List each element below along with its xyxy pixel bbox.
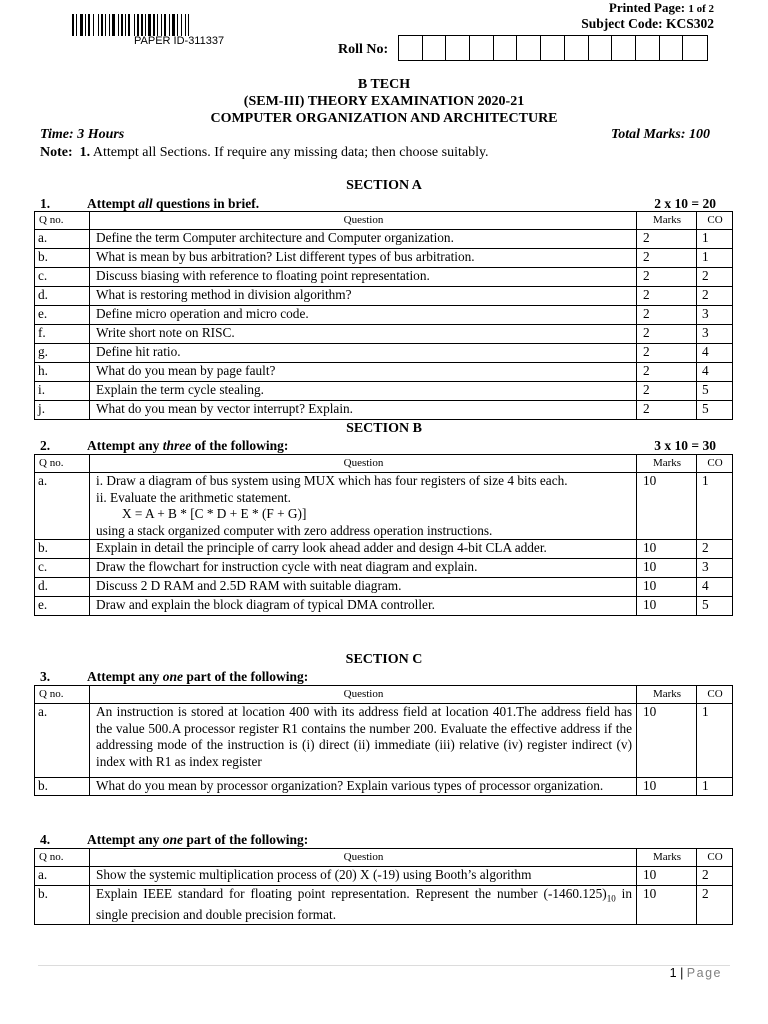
table-row bbox=[35, 886, 733, 925]
instruction-text: Attempt bbox=[87, 196, 139, 211]
roll-no-digit-box[interactable] bbox=[660, 36, 684, 60]
col-question-header: Question bbox=[90, 455, 637, 473]
instruction-emphasis: all bbox=[138, 196, 153, 211]
barcode-bar bbox=[72, 14, 74, 36]
question-cell: Write short note on RISC. bbox=[90, 325, 637, 344]
question-cell: Discuss 2 D RAM and 2.5D RAM with suitable diagram. bbox=[90, 578, 637, 597]
marks-cell: 10 bbox=[637, 559, 697, 578]
table-row bbox=[35, 287, 733, 306]
instruction-text: of the following: bbox=[191, 438, 289, 453]
question-text: in single precision and double precision format. bbox=[96, 886, 632, 923]
table-row bbox=[35, 867, 733, 886]
question-number: 4. bbox=[40, 832, 51, 847]
col-co-header: CO bbox=[697, 686, 733, 704]
barcode-bar bbox=[169, 14, 170, 36]
subscript-base: 10 bbox=[606, 893, 616, 904]
section-c-title: SECTION C bbox=[345, 652, 423, 667]
question-cell: Draw the flowchart for instruction cycle with neat diagram and explain. bbox=[90, 559, 637, 578]
question-cell: Define micro operation and micro code. bbox=[90, 306, 637, 325]
table-row bbox=[35, 306, 733, 325]
barcode-bar bbox=[145, 14, 146, 36]
marks-cell: 2 bbox=[637, 230, 697, 249]
barcode-bar bbox=[98, 14, 99, 36]
question-4-heading bbox=[40, 832, 308, 848]
question-cell: What do you mean by page fault? bbox=[90, 363, 637, 382]
barcode-bar bbox=[172, 14, 175, 36]
qno-cell: d. bbox=[35, 578, 90, 597]
barcode-bar bbox=[128, 14, 130, 36]
question-number: 1. bbox=[40, 196, 51, 211]
col-qno-header: Q no. bbox=[35, 849, 90, 867]
qno-cell: g. bbox=[35, 344, 90, 363]
table-row bbox=[35, 778, 733, 796]
col-co-header: CO bbox=[697, 849, 733, 867]
table-row bbox=[35, 382, 733, 401]
qno-cell: a. bbox=[35, 473, 90, 540]
co-cell: 1 bbox=[697, 704, 733, 778]
qno-cell: i. bbox=[35, 382, 90, 401]
roll-no-digit-box[interactable] bbox=[565, 36, 589, 60]
table-row bbox=[35, 325, 733, 344]
roll-no-digit-box[interactable] bbox=[517, 36, 541, 60]
roll-no-label: Roll No: bbox=[338, 42, 389, 57]
roll-no-digit-box[interactable] bbox=[589, 36, 613, 60]
barcode-bar bbox=[134, 14, 135, 36]
table-row bbox=[35, 363, 733, 382]
co-cell: 2 bbox=[697, 886, 733, 925]
co-cell: 4 bbox=[697, 578, 733, 597]
barcode-bar bbox=[93, 14, 94, 36]
roll-no-digit-box[interactable] bbox=[683, 36, 707, 60]
question-continuation: using a stack organized computer with zero address operation instructions. bbox=[96, 522, 493, 538]
co-cell: 1 bbox=[697, 230, 733, 249]
question-cell: Draw and explain the block diagram of typical DMA controller. bbox=[90, 597, 637, 616]
barcode-bar bbox=[164, 14, 166, 36]
co-cell: 3 bbox=[697, 325, 733, 344]
qno-cell: h. bbox=[35, 363, 90, 382]
barcode-bar bbox=[88, 14, 90, 36]
page-word: Page bbox=[686, 966, 722, 980]
qno-cell: a. bbox=[35, 867, 90, 886]
co-cell: 1 bbox=[697, 249, 733, 268]
qno-cell: c. bbox=[35, 559, 90, 578]
barcode-bar bbox=[157, 14, 158, 36]
col-marks-header: Marks bbox=[637, 686, 697, 704]
marks-cell: 2 bbox=[637, 287, 697, 306]
qno-cell: b. bbox=[35, 540, 90, 559]
barcode-bar bbox=[181, 14, 182, 36]
marks-cell: 2 bbox=[637, 325, 697, 344]
roll-no-digit-box[interactable] bbox=[470, 36, 494, 60]
col-marks-header: Marks bbox=[637, 212, 697, 230]
col-marks-header: Marks bbox=[637, 455, 697, 473]
question-3-table bbox=[34, 685, 733, 796]
marks-cell: 10 bbox=[637, 473, 697, 540]
barcode-bar bbox=[141, 14, 143, 36]
marks-cell: 2 bbox=[637, 382, 697, 401]
co-cell: 3 bbox=[697, 559, 733, 578]
table-row bbox=[35, 597, 733, 616]
table-header-row bbox=[35, 849, 733, 867]
qno-cell: c. bbox=[35, 268, 90, 287]
printed-page-label: Printed Page: bbox=[608, 0, 686, 15]
co-cell: 2 bbox=[697, 540, 733, 559]
col-marks-header: Marks bbox=[637, 849, 697, 867]
qno-cell: b. bbox=[35, 249, 90, 268]
qno-cell: e. bbox=[35, 306, 90, 325]
roll-no-digit-box[interactable] bbox=[446, 36, 470, 60]
table-header-row bbox=[35, 686, 733, 704]
instruction-text: part of the following: bbox=[183, 669, 309, 684]
qno-cell: j. bbox=[35, 401, 90, 420]
marks-cell: 10 bbox=[637, 578, 697, 597]
col-qno-header: Q no. bbox=[35, 212, 90, 230]
question-cell: Discuss biasing with reference to floating point representation. bbox=[90, 268, 637, 287]
question-cell: Define hit ratio. bbox=[90, 344, 637, 363]
roll-no-digit-box[interactable] bbox=[612, 36, 636, 60]
table-header-row bbox=[35, 212, 733, 230]
qno-cell: f. bbox=[35, 325, 90, 344]
instruction-text: questions in brief. bbox=[152, 196, 260, 211]
instruction-text: Attempt any bbox=[87, 832, 163, 847]
qno-cell: b. bbox=[35, 778, 90, 796]
barcode-bar bbox=[109, 14, 110, 36]
instruction-text: Attempt any bbox=[87, 438, 163, 453]
roll-no-digit-box[interactable] bbox=[636, 36, 660, 60]
marks-cell: 2 bbox=[637, 363, 697, 382]
qno-cell: a. bbox=[35, 230, 90, 249]
page-footer bbox=[670, 966, 722, 980]
section-b-score: 3 x 10 = 30 bbox=[654, 438, 716, 453]
barcode-bar bbox=[76, 14, 77, 36]
barcode-bar bbox=[105, 14, 106, 36]
roll-no-digit-box[interactable] bbox=[541, 36, 565, 60]
question-cell bbox=[90, 473, 637, 540]
co-cell: 2 bbox=[697, 867, 733, 886]
co-cell: 5 bbox=[697, 597, 733, 616]
roll-no-digit-box[interactable] bbox=[423, 36, 447, 60]
table-header-row bbox=[35, 455, 733, 473]
table-row bbox=[35, 559, 733, 578]
marks-cell: 2 bbox=[637, 401, 697, 420]
note-number: 1. bbox=[79, 145, 91, 160]
co-cell: 1 bbox=[697, 473, 733, 540]
marks-cell: 2 bbox=[637, 306, 697, 325]
question-cell: Show the systemic multiplication process of (20) X (-19) using Booth’s algorithm bbox=[90, 867, 637, 886]
barcode-bar bbox=[80, 14, 83, 36]
table-row bbox=[35, 704, 733, 778]
barcode-bar bbox=[101, 14, 103, 36]
question-cell: Explain the term cycle stealing. bbox=[90, 382, 637, 401]
printed-page bbox=[609, 0, 714, 16]
note-text: Attempt all Sections. If require any missing data; then choose suitably. bbox=[92, 145, 489, 160]
col-question-header: Question bbox=[90, 849, 637, 867]
table-row bbox=[35, 540, 733, 559]
question-cell: What is mean by bus arbitration? List different types of bus arbitration. bbox=[90, 249, 637, 268]
col-question-header: Question bbox=[90, 686, 637, 704]
question-cell: Define the term Computer architecture and Computer organization. bbox=[90, 230, 637, 249]
col-qno-header: Q no. bbox=[35, 686, 90, 704]
marks-cell: 10 bbox=[637, 886, 697, 925]
section-b-table bbox=[34, 454, 733, 616]
question-part-ii: ii. Evaluate the arithmetic statement. bbox=[96, 489, 291, 505]
barcode-bar bbox=[177, 14, 178, 36]
section-a-table bbox=[34, 211, 733, 420]
exam-title: (SEM-III) THEORY EXAMINATION 2020-21 bbox=[243, 94, 525, 109]
instruction-emphasis: one bbox=[162, 832, 183, 847]
paper-id: PAPER ID-311337 bbox=[134, 35, 225, 47]
co-cell: 2 bbox=[697, 287, 733, 306]
section-a-title: SECTION A bbox=[346, 178, 422, 193]
barcode-bar bbox=[137, 14, 139, 36]
marks-cell: 10 bbox=[637, 597, 697, 616]
time-allowed: Time: 3 Hours bbox=[40, 127, 125, 142]
section-b-title: SECTION B bbox=[346, 421, 422, 436]
co-cell: 2 bbox=[697, 268, 733, 287]
marks-cell: 10 bbox=[637, 867, 697, 886]
co-cell: 5 bbox=[697, 382, 733, 401]
barcode-bar bbox=[118, 14, 119, 36]
co-cell: 3 bbox=[697, 306, 733, 325]
qno-cell: b. bbox=[35, 886, 90, 925]
question-part-i: i. Draw a diagram of bus system using MUX which has four registers of size 4 bits each. bbox=[96, 473, 568, 488]
barcode bbox=[72, 14, 270, 36]
co-cell: 4 bbox=[697, 363, 733, 382]
question-3-heading bbox=[40, 669, 308, 685]
note-label: Note: bbox=[40, 145, 73, 160]
footer-divider bbox=[38, 965, 730, 966]
barcode-bar bbox=[112, 14, 115, 36]
table-row bbox=[35, 249, 733, 268]
question-1-heading bbox=[40, 196, 259, 212]
col-co-header: CO bbox=[697, 455, 733, 473]
barcode-bar bbox=[85, 14, 86, 36]
exam-subject: COMPUTER ORGANIZATION AND ARCHITECTURE bbox=[210, 111, 558, 126]
col-qno-header: Q no. bbox=[35, 455, 90, 473]
instruction-emphasis: three bbox=[162, 438, 192, 453]
instruction-text: part of the following: bbox=[183, 832, 309, 847]
table-row bbox=[35, 401, 733, 420]
question-4-table bbox=[34, 848, 733, 925]
marks-cell: 10 bbox=[637, 540, 697, 559]
barcode-bar bbox=[188, 14, 189, 36]
note bbox=[40, 145, 489, 161]
question-cell: What is restoring method in division algorithm? bbox=[90, 287, 637, 306]
exam-degree: B TECH bbox=[357, 77, 411, 92]
instruction-emphasis: one bbox=[162, 669, 183, 684]
instruction-text: Attempt any bbox=[87, 669, 163, 684]
marks-cell: 2 bbox=[637, 268, 697, 287]
question-cell bbox=[90, 886, 637, 925]
barcode-bar bbox=[121, 14, 123, 36]
question-number: 3. bbox=[40, 669, 51, 684]
table-row bbox=[35, 344, 733, 363]
total-marks: Total Marks: 100 bbox=[610, 127, 710, 142]
question-2-heading bbox=[40, 438, 288, 454]
barcode-bar bbox=[125, 14, 126, 36]
qno-cell: d. bbox=[35, 287, 90, 306]
question-cell: What do you mean by vector interrupt? Explain. bbox=[90, 401, 637, 420]
question-number: 2. bbox=[40, 438, 51, 453]
subject-code: Subject Code: KCS302 bbox=[581, 16, 714, 31]
barcode-bar bbox=[153, 14, 155, 36]
table-row bbox=[35, 268, 733, 287]
roll-no-digit-box[interactable] bbox=[399, 36, 423, 60]
table-row bbox=[35, 578, 733, 597]
equation: X = A + B * [C * D + E * (F + G)] bbox=[122, 506, 307, 522]
marks-cell: 10 bbox=[637, 704, 697, 778]
question-cell: What do you mean by processor organization? Explain various types of processor organization. bbox=[90, 778, 637, 796]
printed-page-value: 1 of 2 bbox=[688, 3, 714, 15]
question-cell: Explain in detail the principle of carry look ahead adder and design 4-bit CLA adder. bbox=[90, 540, 637, 559]
table-row bbox=[35, 473, 733, 540]
page-number: 1 bbox=[669, 966, 677, 980]
barcode-bar bbox=[185, 14, 186, 36]
marks-cell: 10 bbox=[637, 778, 697, 796]
co-cell: 4 bbox=[697, 344, 733, 363]
co-cell: 1 bbox=[697, 778, 733, 796]
qno-cell: a. bbox=[35, 704, 90, 778]
co-cell: 5 bbox=[697, 401, 733, 420]
question-text: Explain IEEE standard for floating point representation. Represent the number (-1460.125) bbox=[96, 886, 607, 901]
table-row bbox=[35, 230, 733, 249]
roll-no-digit-box[interactable] bbox=[494, 36, 518, 60]
marks-cell: 2 bbox=[637, 344, 697, 363]
roll-no-boxes[interactable] bbox=[398, 35, 708, 61]
section-a-score: 2 x 10 = 20 bbox=[654, 196, 716, 211]
barcode-bar bbox=[161, 14, 162, 36]
marks-cell: 2 bbox=[637, 249, 697, 268]
col-question-header: Question bbox=[90, 212, 637, 230]
qno-cell: e. bbox=[35, 597, 90, 616]
col-co-header: CO bbox=[697, 212, 733, 230]
question-cell: An instruction is stored at location 400 with its address field at location 401.The address field has the value 500.A processor register R1 contains the number 200. Evaluate the effective address if the addressing mode of the instruction is (i) direct (ii) immediate (iii) relative (iv) register indirect (v) index with R1 as index register bbox=[90, 704, 637, 778]
barcode-bar bbox=[148, 14, 151, 36]
page-separator: | bbox=[680, 966, 684, 980]
